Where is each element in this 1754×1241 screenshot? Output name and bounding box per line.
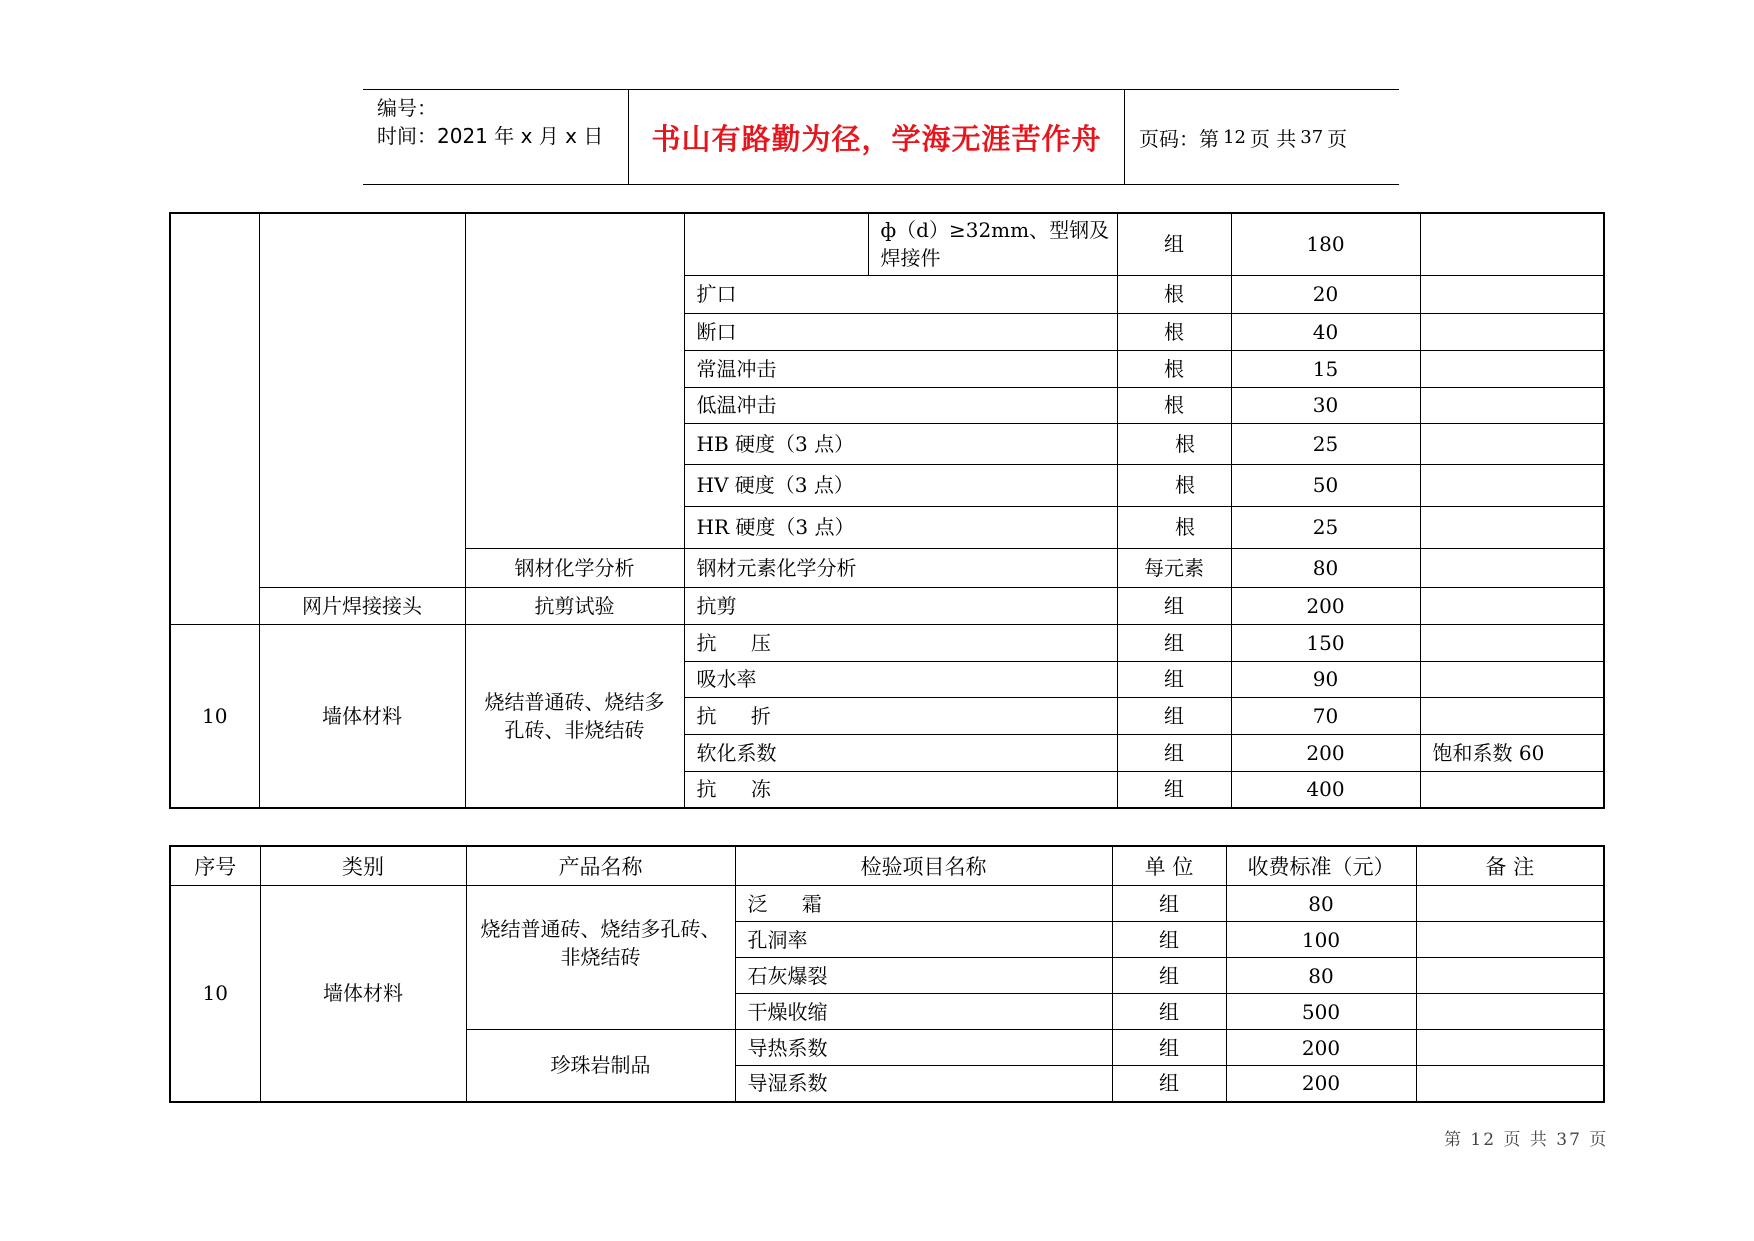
item-name: HR 硬度（3 点） (684, 506, 1117, 548)
note-cell (1416, 886, 1604, 922)
note-cell (1420, 697, 1604, 734)
column-header-note: 备 注 (1416, 846, 1604, 886)
unit-cell: 根 (1117, 387, 1231, 423)
note-cell (1416, 1066, 1604, 1102)
category-cell: 网片焊接接头 (259, 587, 465, 624)
seq-cell: 10 (170, 886, 260, 1102)
note-cell (1416, 922, 1604, 958)
fee-cell: 80 (1231, 548, 1420, 587)
note-cell (1416, 1030, 1604, 1066)
unit-cell: 根 (1117, 423, 1231, 464)
table-row (170, 587, 1604, 624)
page-footer: 第 12 页 共 37 页 (1444, 1130, 1609, 1150)
fee-table-continued (169, 212, 1605, 809)
note-cell (1420, 313, 1604, 350)
item-name: 导湿系数 (735, 1066, 1112, 1102)
unit-cell: 组 (1117, 771, 1231, 808)
fee-cell: 150 (1231, 624, 1420, 661)
note-cell (1420, 548, 1604, 587)
fee-cell: 80 (1226, 886, 1416, 922)
unit-cell: 组 (1117, 734, 1231, 771)
fee-cell: 180 (1231, 213, 1420, 275)
fee-cell: 70 (1231, 697, 1420, 734)
item-name: HV 硬度（3 点） (684, 464, 1117, 506)
unit-cell: 组 (1112, 922, 1226, 958)
column-header-seq: 序号 (170, 846, 260, 886)
unit-cell: 每元素 (1117, 548, 1231, 587)
fee-cell: 400 (1231, 771, 1420, 808)
page-total: 37 (1300, 126, 1324, 148)
column-header-category: 类别 (260, 846, 466, 886)
unit-cell: 组 (1117, 697, 1231, 734)
note-cell: 饱和系数 60 (1420, 734, 1604, 771)
page-number: 12 (1223, 126, 1246, 148)
item-name: 低温冲击 (684, 387, 1117, 423)
product-name: 抗剪试验 (465, 587, 684, 624)
page-mid: 页 共 (1249, 126, 1297, 151)
fee-cell: 500 (1226, 994, 1416, 1030)
unit-cell: 组 (1117, 661, 1231, 697)
item-name: 石灰爆裂 (735, 958, 1112, 994)
item-name: 吸水率 (684, 661, 1117, 697)
unit-cell: 根 (1117, 506, 1231, 548)
item-name: 孔洞率 (735, 922, 1112, 958)
item-name: 抗 折 (684, 697, 1117, 734)
page-prefix: 页码：第 (1139, 126, 1219, 151)
unit-cell: 根 (1117, 275, 1231, 313)
table-row (170, 886, 1604, 922)
unit-cell: 组 (1117, 624, 1231, 661)
item-name: 干燥收缩 (735, 994, 1112, 1030)
page-suffix: 页 (1327, 126, 1348, 151)
header-page-info (1125, 90, 1399, 184)
category-cell: 墙体材料 (259, 624, 465, 808)
note-cell (1420, 624, 1604, 661)
seq-cell: 10 (170, 624, 259, 808)
unit-cell: 组 (1112, 886, 1226, 922)
item-name: 软化系数 (684, 734, 1117, 771)
fee-cell: 30 (1231, 387, 1420, 423)
unit-cell: 根 (1117, 350, 1231, 387)
fee-table (169, 845, 1605, 1103)
item-name: 抗 冻 (684, 771, 1117, 808)
fee-cell: 25 (1231, 423, 1420, 464)
note-cell (1420, 464, 1604, 506)
fee-cell: 200 (1231, 587, 1420, 624)
note-cell (1416, 994, 1604, 1030)
table-row (170, 213, 1604, 275)
note-cell (1420, 275, 1604, 313)
fee-cell: 50 (1231, 464, 1420, 506)
header-motto: 书山有路勤为径，学海无涯苦作舟 (629, 90, 1125, 184)
unit-cell: 根 (1117, 464, 1231, 506)
note-cell (1420, 387, 1604, 423)
number-label: 编号： (377, 96, 437, 120)
unit-cell: 组 (1112, 1066, 1226, 1102)
fee-cell: 20 (1231, 275, 1420, 313)
unit-cell: 组 (1112, 994, 1226, 1030)
fee-cell: 15 (1231, 350, 1420, 387)
note-cell (1420, 771, 1604, 808)
item-name: 抗 压 (684, 624, 1117, 661)
note-cell (1420, 423, 1604, 464)
header-meta (363, 90, 629, 184)
page-header (363, 89, 1399, 185)
unit-cell: 根 (1117, 313, 1231, 350)
unit-cell: 组 (1117, 213, 1231, 275)
column-header-product: 产品名称 (466, 846, 735, 886)
item-name: 抗剪 (684, 587, 1117, 624)
item-name: 断口 (684, 313, 1117, 350)
column-header-unit: 单 位 (1112, 846, 1226, 886)
item-name: 导热系数 (735, 1030, 1112, 1066)
item-name: 钢材元素化学分析 (684, 548, 1117, 587)
note-cell (1420, 213, 1604, 275)
unit-cell: 组 (1112, 1030, 1226, 1066)
note-cell (1420, 506, 1604, 548)
table-header-row (170, 846, 1604, 886)
fee-cell: 90 (1231, 661, 1420, 697)
note-cell (1420, 661, 1604, 697)
fee-cell: 25 (1231, 506, 1420, 548)
fee-cell: 100 (1226, 922, 1416, 958)
column-header-fee: 收费标准（元） (1226, 846, 1416, 886)
item-name: 泛 霜 (735, 886, 1112, 922)
note-cell (1420, 350, 1604, 387)
table-row (170, 624, 1604, 661)
fee-cell: 80 (1226, 958, 1416, 994)
time-label: 时间：2021 年 x 月 x 日 (377, 124, 604, 148)
unit-cell: 组 (1112, 958, 1226, 994)
fee-cell: 200 (1226, 1066, 1416, 1102)
item-name: HB 硬度（3 点） (684, 423, 1117, 464)
product-name: 钢材化学分析 (465, 548, 684, 587)
category-cell: 墙体材料 (260, 886, 466, 1102)
product-name: 烧结普通砖、烧结多孔砖、非烧结砖 (465, 624, 684, 808)
note-cell (1420, 587, 1604, 624)
unit-cell: 组 (1117, 587, 1231, 624)
fee-cell: 200 (1231, 734, 1420, 771)
item-name: 扩口 (684, 275, 1117, 313)
product-name: 烧结普通砖、烧结多孔砖、非烧结砖 (466, 886, 735, 1030)
column-header-item: 检验项目名称 (735, 846, 1112, 886)
product-name: 珍珠岩制品 (466, 1030, 735, 1102)
item-name: 常温冲击 (684, 350, 1117, 387)
fee-cell: 200 (1226, 1030, 1416, 1066)
item-name: ф（d）≥32mm、型钢及焊接件 (868, 213, 1117, 275)
fee-cell: 40 (1231, 313, 1420, 350)
note-cell (1416, 958, 1604, 994)
